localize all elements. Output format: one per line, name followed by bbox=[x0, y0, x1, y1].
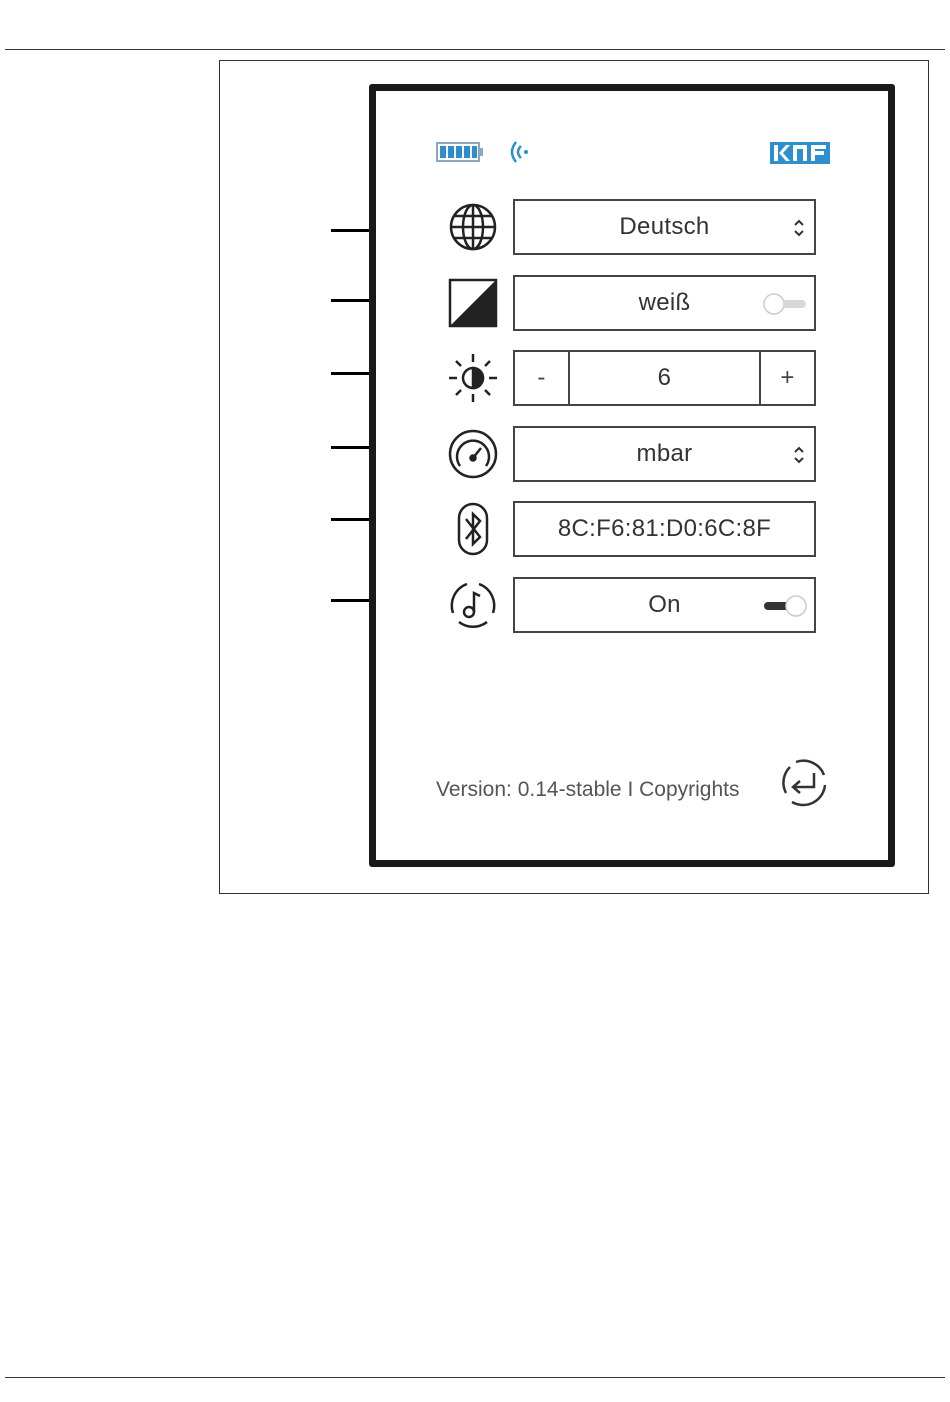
toggle-switch-on[interactable] bbox=[762, 595, 808, 617]
wireless-signal-icon bbox=[506, 138, 530, 171]
brightness-decrease-button[interactable]: - bbox=[515, 352, 570, 404]
footer-rule bbox=[5, 1377, 945, 1378]
globe-icon bbox=[445, 199, 501, 255]
toggle-switch-off[interactable] bbox=[762, 293, 808, 315]
chevron-updown-icon bbox=[792, 217, 806, 246]
bluetooth-address-field bbox=[513, 501, 816, 557]
music-note-icon bbox=[445, 577, 501, 633]
chevron-updown-icon bbox=[792, 444, 806, 473]
brightness-icon bbox=[445, 350, 501, 406]
enter-return-icon[interactable] bbox=[778, 757, 830, 809]
color-scheme-value: weiß bbox=[638, 289, 691, 316]
sound-value: On bbox=[648, 591, 681, 618]
header-rule bbox=[5, 49, 945, 50]
brightness-increase-button[interactable]: + bbox=[759, 352, 814, 404]
pressure-gauge-icon bbox=[445, 426, 501, 482]
bluetooth-icon bbox=[445, 501, 501, 557]
brightness-value: 6 bbox=[657, 364, 672, 391]
battery-full-icon bbox=[436, 142, 484, 167]
brightness-stepper[interactable] bbox=[513, 350, 816, 406]
language-select[interactable] bbox=[513, 199, 816, 255]
version-text: Version: 0.14-stable I Copyrights bbox=[436, 778, 740, 801]
language-value: Deutsch bbox=[619, 213, 710, 240]
pressure-unit-value: mbar bbox=[636, 440, 693, 467]
sound-toggle-field[interactable] bbox=[513, 577, 816, 633]
knf-logo bbox=[770, 142, 830, 169]
color-scheme-toggle-field[interactable] bbox=[513, 275, 816, 331]
contrast-icon bbox=[445, 275, 501, 331]
bluetooth-address-value: 8C:F6:81:D0:6C:8F bbox=[557, 515, 772, 542]
pressure-unit-select[interactable] bbox=[513, 426, 816, 482]
